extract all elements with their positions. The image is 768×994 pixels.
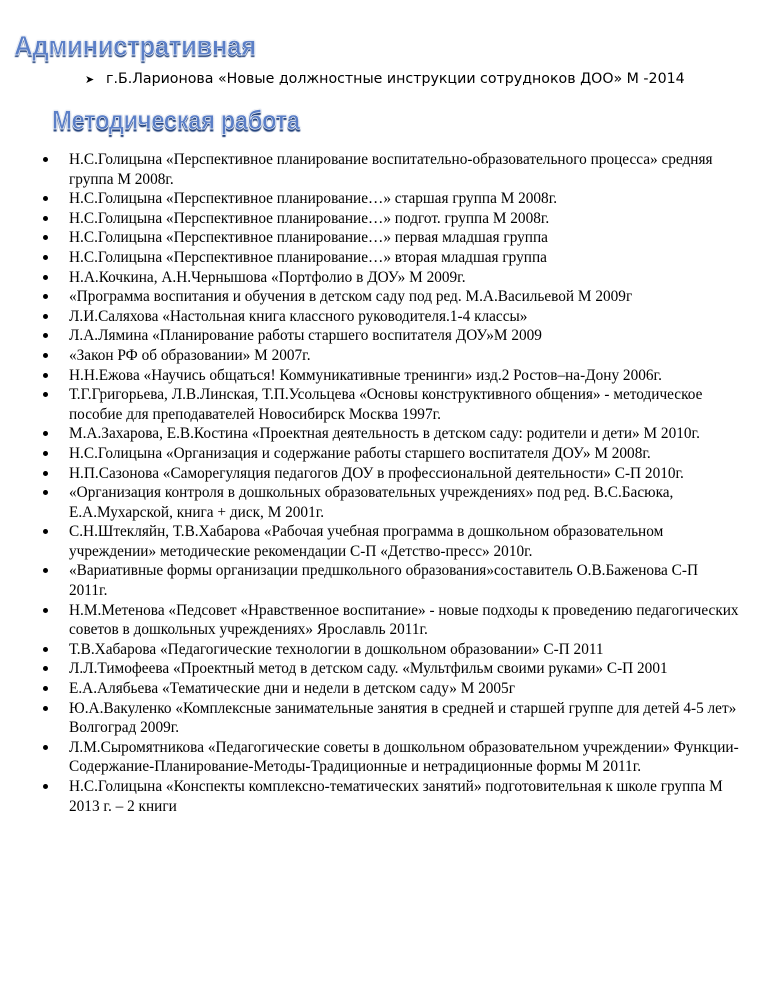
bibliography-item: «Организация контроля в дошкольных образовательных учреждениях» под ред. В.С.Басюка, Е.А.Мухарской, книга + диск, М 2001г. [40, 483, 740, 522]
bibliography-item: Т.Г.Григорьева, Л.В.Линская, Т.П.Усольцева «Основы конструктивного общения» - методическое пособие для преподавателей Новосибирск Москва 1997г. [40, 385, 740, 424]
bibliography-item: «Закон РФ об образовании» М 2007г. [40, 346, 740, 366]
bibliography-item: С.Н.Штекляйн, Т.В.Хабарова «Рабочая учебная программа в дошкольном образовательном учреждении» методические рекомендации С-П «Детство-пресс» 2010г. [40, 522, 740, 561]
bibliography-item: Е.А.Алябьева «Тематические дни и недели в детском саду» М 2005г [40, 679, 740, 699]
bibliography-item: Н.М.Метенова «Педсовет «Нравственное воспитание» - новые подходы к проведению педагогических советов в дошкольных учреждениях» Ярославль 2011г. [40, 601, 740, 640]
bibliography-item: «Вариативные формы организации предшкольного образования»составитель О.В.Баженова С-П 2011г. [40, 561, 740, 600]
bibliography-item: Л.И.Саляхова «Настольная книга классного руководителя.1-4 классы» [40, 307, 740, 327]
bibliography-item: Н.С.Голицына «Перспективное планирование…» старшая группа М 2008г. [40, 189, 740, 209]
bibliography-item: Ю.А.Вакуленко «Комплексные занимательные занятия в средней и старшей группе для детей 4-5 лет» Волгоград 2009г. [40, 699, 740, 738]
bibliography-item: Л.Л.Тимофеева «Проектный метод в детском саду. «Мультфильм своими руками» С-П 2001 [40, 659, 740, 679]
bibliography-item: Н.С.Голицына «Организация и содержание работы старшего воспитателя ДОУ» М 2008г. [40, 444, 740, 464]
bibliography-item: Н.С.Голицына «Перспективное планирование воспитательно-образовательного процесса» средняя группа М 2008г. [40, 150, 740, 189]
section-heading-administrative: Административная [14, 29, 256, 62]
arrow-bullet-icon: ➤ [85, 73, 95, 86]
bibliography-item: Н.С.Голицына «Перспективное планирование…» подгот. группа М 2008г. [40, 209, 740, 229]
bibliography-item: Н.С.Голицына «Перспективное планирование…» вторая младшая группа [40, 248, 740, 268]
bibliography-item: Н.С.Голицына «Перспективное планирование…» первая младшая группа [40, 228, 740, 248]
bibliography-item: Н.А.Кочкина, А.Н.Чернышова «Портфолио в ДОУ» М 2009г. [40, 268, 740, 288]
bibliography-item: Л.А.Лямина «Планирование работы старшего воспитателя ДОУ»М 2009 [40, 326, 740, 346]
administrative-item-text: г.Б.Ларионова «Новые должностные инструкции сотрудноков ДОО» М -2014 [106, 71, 685, 87]
administrative-list-item [85, 71, 685, 87]
bibliography-item: Н.П.Сазонова «Саморегуляция педагогов ДОУ в профессиональной деятельности» С-П 2010г. [40, 464, 740, 484]
bibliography-item: Л.М.Сыромятникова «Педагогические советы в дошкольном образовательном учреждении» Функции-Содержание-Планирование-Методы-Традиционные и нетрадиционные формы М 2011г. [40, 738, 740, 777]
bibliography-item: «Программа воспитания и обучения в детском саду под ред. М.А.Васильевой М 2009г [40, 287, 740, 307]
bibliography-item: Н.С.Голицына «Конспекты комплексно-тематических занятий» подготовительная к школе группа М 2013 г. – 2 книги [40, 777, 740, 816]
bibliography-item: Т.В.Хабарова «Педагогические технологии в дошкольном образовании» С-П 2011 [40, 640, 740, 660]
bibliography-item: М.А.Захарова, Е.В.Костина «Проектная деятельность в детском саду: родители и дети» М 2010г. [40, 424, 740, 444]
methodical-bibliography-list [40, 150, 740, 816]
section-heading-methodical: Методическая работа [52, 106, 300, 136]
bibliography-item: Н.Н.Ежова «Научись общаться! Коммуникативные тренинги» изд.2 Ростов–на-Дону 2006г. [40, 366, 740, 386]
